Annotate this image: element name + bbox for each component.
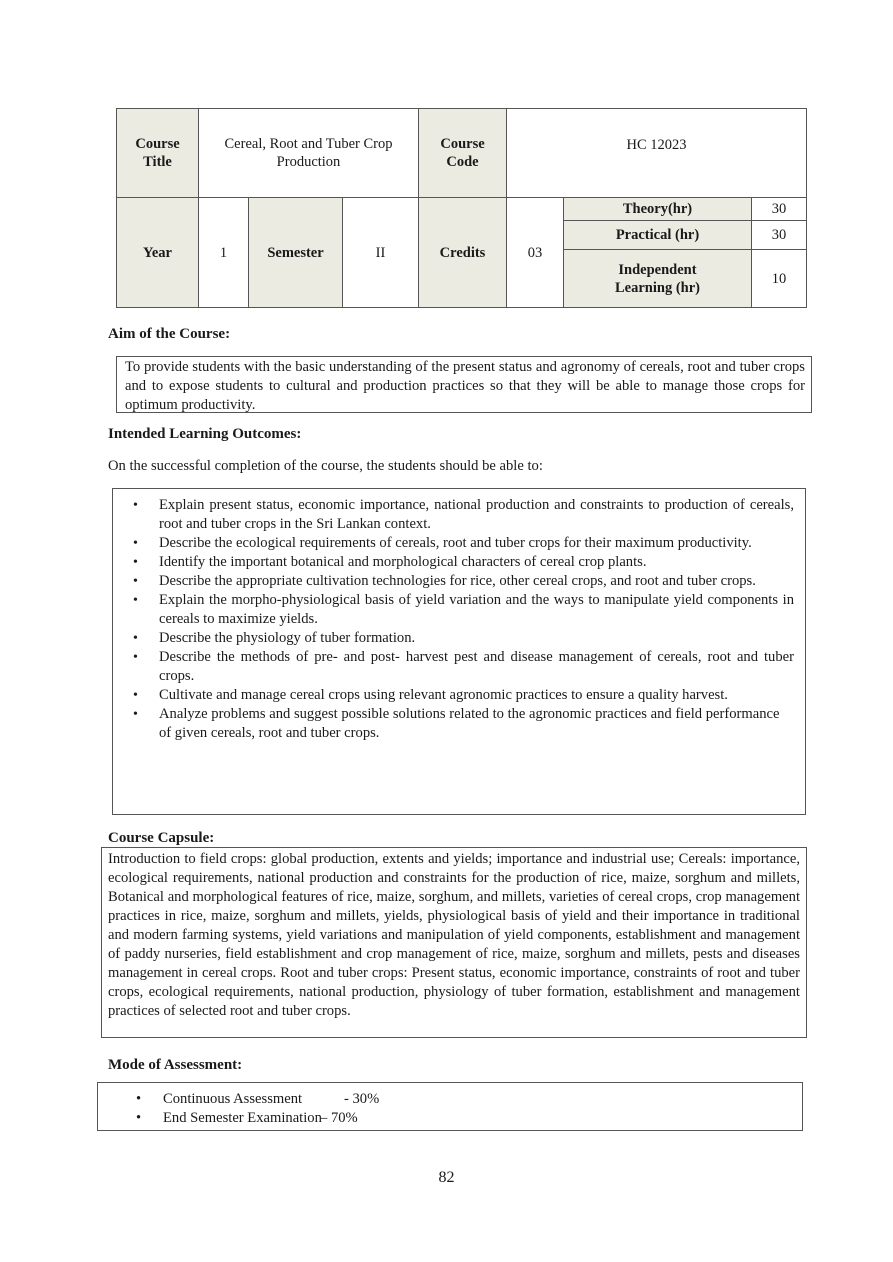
semester-value: II [343, 198, 419, 308]
course-info-table [116, 108, 807, 308]
aim-text: To provide students with the basic understanding of the present status and agronomy of cereals, root and tuber crops and to expose students to cultural and production practices so that they will be able to manage those crops for optimum productivity. [125, 359, 805, 413]
bullet-icon: • [133, 650, 138, 665]
bullet-icon: • [133, 498, 138, 513]
ilo-item: • Analyze problems and suggest possible solutions related to the agronomic practices and field performance of given cereals, root and tuber crops. [133, 706, 780, 741]
ilo-box [112, 488, 806, 815]
bullet-icon: • [133, 593, 138, 608]
course-code-label: Course Code [419, 109, 507, 198]
assessment-heading: Mode of Assessment: [108, 1057, 243, 1073]
ilo-item: • Explain the morpho-physiological basis of yield variation and the ways to manipulate yield components in cereals to maximize yields. [133, 592, 794, 627]
theory-hours-value: 30 [752, 198, 807, 221]
bullet-icon: • [133, 536, 138, 551]
bullet-icon: • [133, 688, 138, 703]
semester-label: Semester [249, 198, 343, 308]
capsule-box [101, 847, 807, 1038]
practical-hours-value: 30 [752, 221, 807, 250]
year-label: Year [117, 198, 199, 308]
course-title-value: Cereal, Root and Tuber Crop Production [199, 109, 419, 198]
assessment-box [97, 1082, 803, 1131]
bullet-icon: • [133, 555, 138, 570]
ilo-heading: Intended Learning Outcomes: [108, 426, 302, 442]
independent-hours-label: Independent Learning (hr) [564, 250, 752, 308]
bullet-icon: • [133, 707, 138, 722]
ilo-intro: On the successful completion of the course, the students should be able to: [108, 458, 543, 474]
ilo-item: • Identify the important botanical and morphological characters of cereal crop plants. [133, 554, 647, 570]
ilo-list [115, 496, 794, 743]
capsule-text: Introduction to field crops: global production, extents and yields; importance and industrial use; Cereals: importance, ecological requirements, national production and constraints for the production of rice, maize, sorghum and millets, Botanical and morphological features of rice, maize, sorghum, and millets, varieties of cereal crops, crop management practices in rice, maize, sorghum and millets, yields, physiological basis of yield and their importance in traditional and modern farming systems, yield variations and manipulation of yield components, establishment and management of paddy nurseries, field establishment and crop management of rice, maize, sorghum and millets, pests and diseases management in cereal crops. Root and tuber crops: Present status, economic importance, constraints of root and tuber crops, ecological requirements, national production, physiology of tuber formation, establishment and management practices of selected root and tuber crops. [108, 851, 800, 1019]
aim-box [116, 356, 812, 413]
bullet-icon: • [136, 1091, 142, 1107]
ilo-item: • Explain present status, economic importance, national production and constraints to production of cereals, root and tuber crops in the Sri Lankan context. [133, 497, 794, 532]
ilo-item: • Describe the physiology of tuber formation. [133, 630, 416, 646]
credits-label: Credits [419, 198, 507, 308]
course-code-value: HC 12023 [507, 109, 807, 198]
credits-value: 03 [507, 198, 564, 308]
aim-heading: Aim of the Course: [108, 326, 231, 342]
capsule-heading: Course Capsule: [108, 830, 215, 846]
bullet-icon: • [133, 631, 138, 646]
bullet-icon: • [133, 574, 138, 589]
practical-hours-label: Practical (hr) [564, 221, 752, 250]
bullet-icon: • [136, 1110, 142, 1126]
page-number: 82 [438, 1169, 455, 1186]
theory-hours-label: Theory(hr) [564, 198, 752, 221]
assessment-item: • End Semester Examination – 70% [136, 1110, 358, 1126]
course-title-label: Course Title [117, 109, 199, 198]
ilo-item: • Describe the appropriate cultivation technologies for rice, other cereal crops, and root and tuber crops. [133, 573, 756, 589]
independent-hours-value: 10 [752, 250, 807, 308]
year-value: 1 [199, 198, 249, 308]
ilo-item: • Describe the methods of pre- and post- harvest pest and disease management of cereals, root and tuber crops. [133, 649, 794, 684]
assessment-item: • Continuous Assessment - 30% [136, 1091, 380, 1107]
ilo-item: • Cultivate and manage cereal crops using relevant agronomic practices to ensure a quality harvest. [133, 687, 728, 703]
ilo-item: • Describe the ecological requirements of cereals, root and tuber crops for their maximum productivity. [133, 535, 752, 551]
